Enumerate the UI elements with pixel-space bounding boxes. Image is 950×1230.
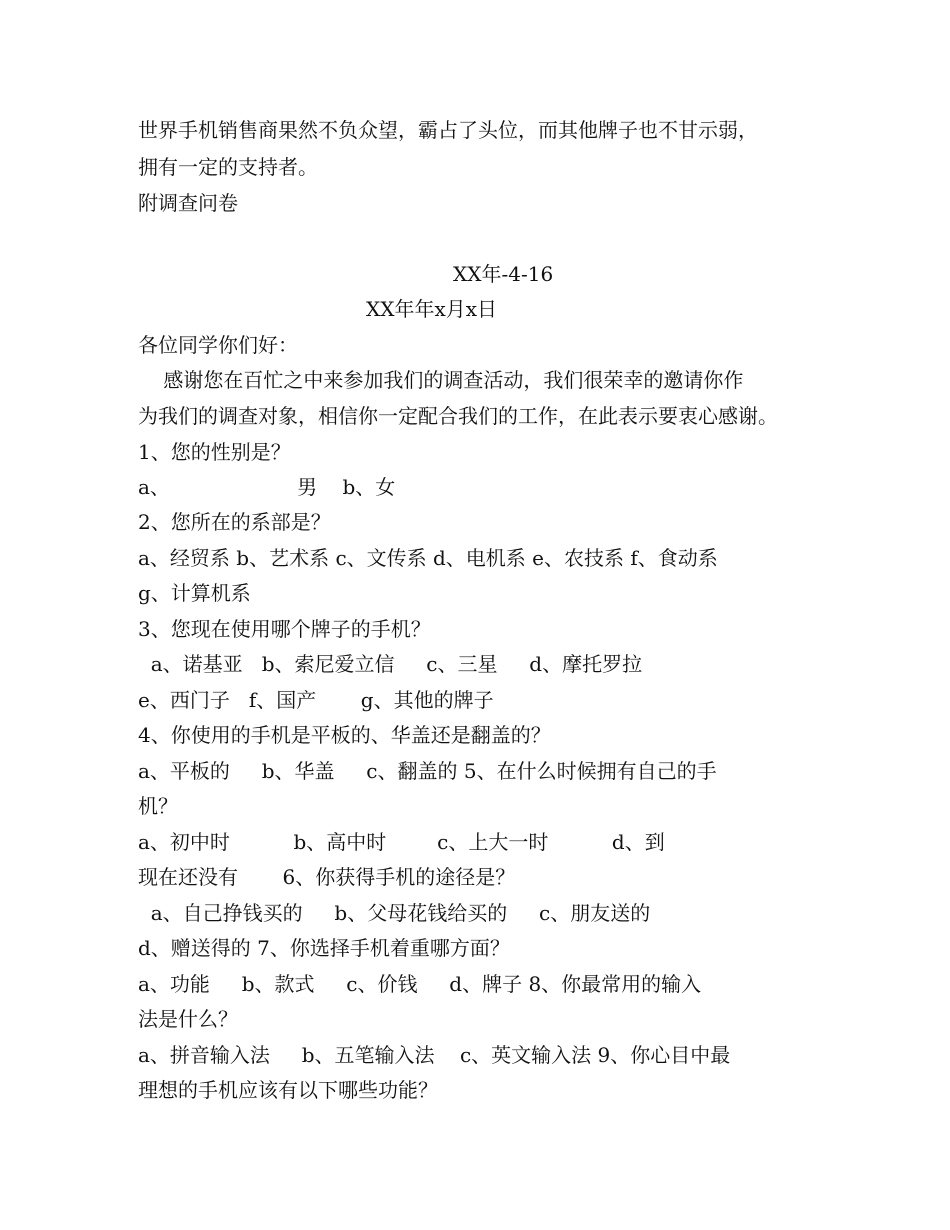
options-line: a、平板的 b、华盖 c、翻盖的 5、在什么时候拥有自己的手 [138, 759, 717, 783]
question-line: 1、您的性别是？ [138, 440, 291, 464]
text-line: 感谢您在百忙之中来参加我们的调查活动，我们很荣幸的邀请你作 [138, 368, 744, 392]
options-line: a、自己挣钱买的 b、父母花钱给买的 c、朋友送的 [138, 901, 651, 925]
text-line: 理想的手机应该有以下哪些功能？ [138, 1078, 438, 1102]
text-line: 现在还没有 6、你获得手机的途径是？ [138, 865, 516, 889]
options-line: a、诺基亚 b、索尼爱立信 c、三星 d、摩托罗拉 [138, 652, 643, 676]
options-line: a、功能 b、款式 c、价钱 d、牌子 8、你最常用的输入 [138, 972, 702, 996]
text-line: d、赠送得的 7、你选择手机着重哪方面？ [138, 936, 510, 960]
options-line: a、经贸系 b、艺术系 c、文传系 d、电机系 e、农技系 f、食动系 [138, 546, 718, 570]
text-line: 为我们的调查对象，相信你一定配合我们的工作，在此表示要衷心感谢。 [138, 404, 778, 428]
text-line: 附调查问卷 [138, 191, 238, 215]
options-line: a、初中时 b、高中时 c、上大一时 d、到 [138, 830, 665, 854]
options-line: a、 男 b、女 [138, 475, 396, 499]
text-line: 世界手机销售商果然不负众望，霸占了头位，而其他牌子也不甘示弱， [138, 118, 758, 142]
greeting: 各位同学你们好： [138, 333, 298, 357]
text-line: 拥有一定的支持者。 [138, 155, 318, 179]
options-line: e、西门子 f、国产 g、其他的牌子 [138, 688, 494, 712]
options-line: a、拼音输入法 b、五笔输入法 c、英文输入法 9、你心目中最 [138, 1043, 731, 1067]
options-line: g、计算机系 [138, 581, 251, 605]
question-line: 2、您所在的系部是？ [138, 510, 331, 534]
text-line: 机？ [138, 794, 178, 818]
date-placeholder-line: XX年年x月x日 [366, 297, 498, 321]
question-line: 4、你使用的手机是平板的、华盖还是翻盖的？ [138, 723, 551, 747]
text-line: 法是什么？ [138, 1007, 238, 1031]
date-line: XX年-4-16 [453, 262, 554, 286]
question-line: 3、您现在使用哪个牌子的手机？ [138, 617, 431, 641]
